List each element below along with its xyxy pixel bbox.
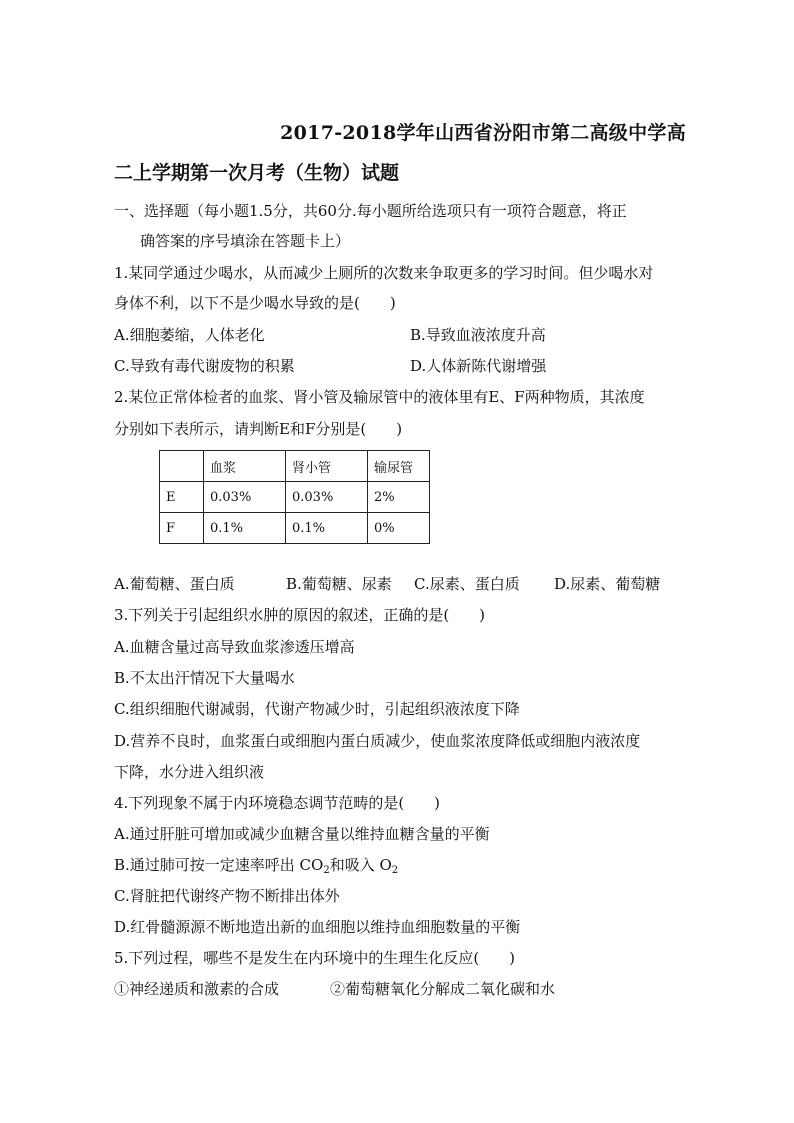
q4-option-b bbox=[114, 854, 398, 876]
table-header-row bbox=[160, 451, 430, 482]
q2-option-a: A.葡萄糖、蛋白质 bbox=[114, 575, 235, 593]
q4-option-c: C.肾脏把代谢终产物不断排出体外 bbox=[114, 887, 340, 905]
exam-title-line1: 2017-2018学年山西省汾阳市第二高级中学高 bbox=[280, 122, 686, 144]
table-row bbox=[160, 513, 430, 544]
q1-option-b: B.导致血液浓度升高 bbox=[410, 326, 546, 344]
q3-option-d-cont: 下降，水分进入组织液 bbox=[114, 763, 265, 781]
q2-option-d: D.尿素、葡萄糖 bbox=[554, 575, 661, 593]
q1-stem-cont: 身体不利，以下不是少喝水导致的是( ) bbox=[114, 294, 396, 312]
section-heading: 一、选择题（每小题1.5分，共60分.每小题所给选项只有一项符合题意，将正 bbox=[114, 202, 627, 220]
q4-option-b-subscript: 2 bbox=[323, 865, 330, 876]
q3-option-a: A.血糖含量过高导致血浆渗透压增高 bbox=[114, 638, 355, 656]
table-row bbox=[160, 482, 430, 513]
q2-option-b: B.葡萄糖、尿素 bbox=[286, 575, 392, 593]
table-header-cell bbox=[160, 451, 204, 482]
q1-stem: 1.某同学通过少喝水，从而减少上厕所的次数来争取更多的学习时间。但少喝水对 bbox=[114, 264, 654, 282]
table-cell: 0.03% bbox=[204, 482, 286, 513]
section-heading-cont: 确答案的序号填涂在答题卡上） bbox=[140, 232, 351, 250]
table-cell: 2% bbox=[368, 482, 430, 513]
q5-item-1: ①神经递质和激素的合成 bbox=[114, 980, 280, 998]
q4-option-b-text-2: 和吸入 O bbox=[329, 856, 392, 874]
table-cell: F bbox=[160, 513, 204, 544]
q2-stem: 2.某位正常体检者的血浆、肾小管及输尿管中的液体里有E、F两种物质，其浓度 bbox=[114, 388, 645, 406]
q2-option-c: C.尿素、蛋白质 bbox=[414, 575, 520, 593]
table-cell: 0.03% bbox=[286, 482, 368, 513]
q1-option-a: A.细胞萎缩，人体老化 bbox=[114, 326, 265, 344]
q5-item-2: ②葡萄糖氧化分解成二氧化碳和水 bbox=[330, 980, 556, 998]
concentration-table bbox=[159, 450, 430, 544]
table-cell: 0% bbox=[368, 513, 430, 544]
q4-option-b-subscript-2: 2 bbox=[391, 865, 399, 876]
q4-stem: 4.下列现象不属于内环境稳态调节范畴的是( ) bbox=[114, 794, 441, 812]
q1-option-d: D.人体新陈代谢增强 bbox=[410, 357, 547, 375]
table-header-cell: 输尿管 bbox=[368, 451, 430, 482]
q5-stem: 5.下列过程，哪些不是发生在内环境中的生理生化反应( ) bbox=[114, 949, 516, 967]
q3-option-b: B.不太出汗情况下大量喝水 bbox=[114, 669, 295, 687]
q4-option-a: A.通过肝脏可增加或减少血糖含量以维持血糖含量的平衡 bbox=[114, 825, 490, 843]
q1-option-c: C.导致有毒代谢废物的积累 bbox=[114, 357, 295, 375]
exam-title-line2: 二上学期第一次月考（生物）试题 bbox=[114, 162, 400, 184]
q4-option-d: D.红骨髓源源不断地造出新的血细胞以维持血细胞数量的平衡 bbox=[114, 918, 521, 936]
q3-option-c: C.组织细胞代谢减弱，代谢产物减少时，引起组织液浓度下降 bbox=[114, 700, 520, 718]
table-cell: 0.1% bbox=[204, 513, 286, 544]
q3-option-d: D.营养不良时，血浆蛋白或细胞内蛋白质减少，使血浆浓度降低或细胞内液浓度 bbox=[114, 732, 641, 750]
q3-stem: 3.下列关于引起组织水肿的原因的叙述，正确的是( ) bbox=[114, 606, 486, 624]
table-header-cell: 血浆 bbox=[204, 451, 286, 482]
table-cell: 0.1% bbox=[286, 513, 368, 544]
table-header-cell: 肾小管 bbox=[286, 451, 368, 482]
table-cell: E bbox=[160, 482, 204, 513]
q4-option-b-text: B.通过肺可按一定速率呼出 CO bbox=[114, 856, 324, 874]
q2-stem-cont: 分别如下表所示，请判断E和F分别是( ) bbox=[114, 420, 403, 438]
